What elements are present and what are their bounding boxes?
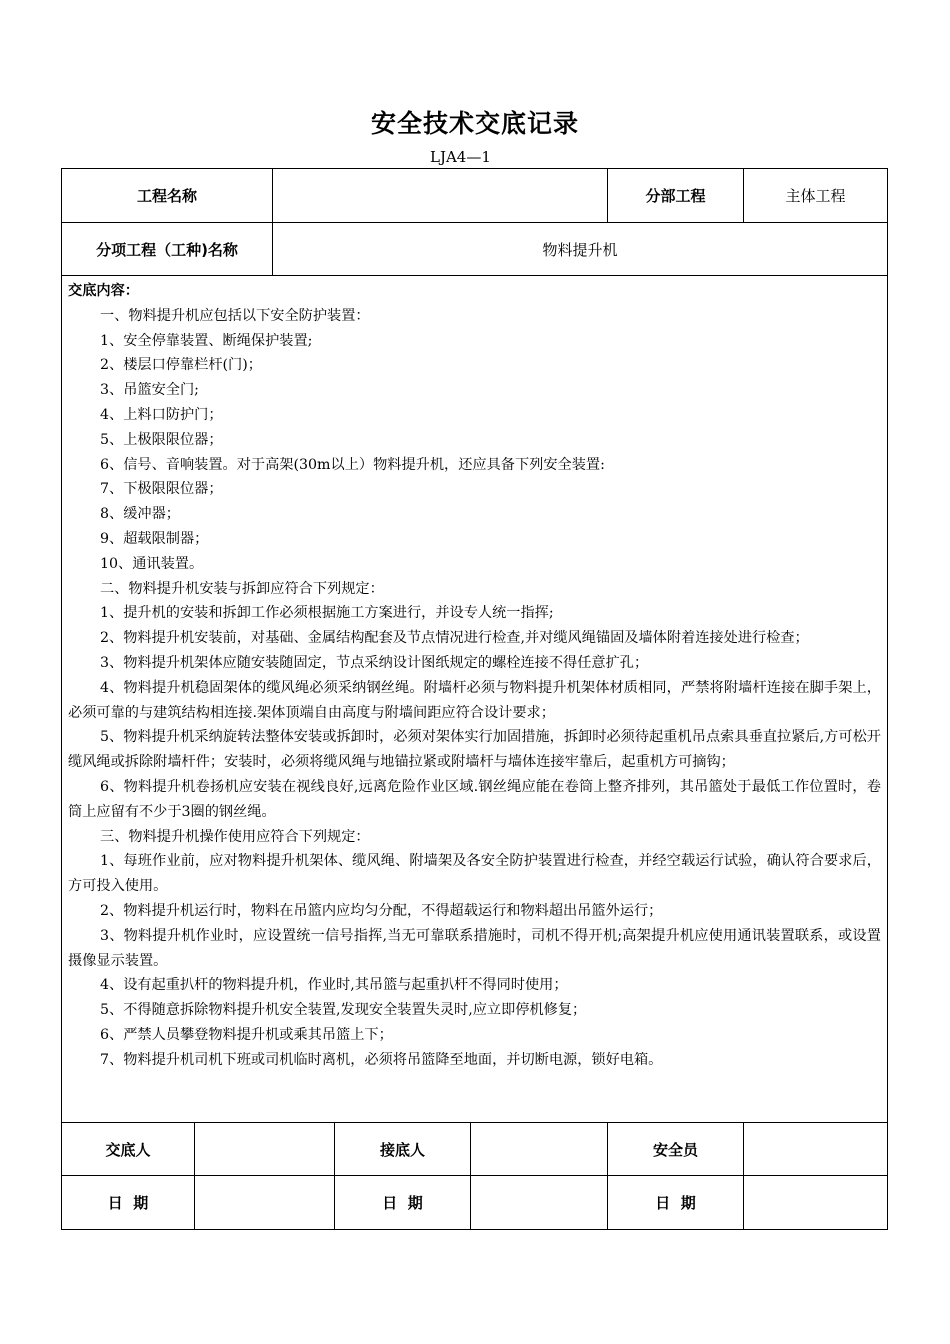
content-paragraph: 二、物料提升机安装与拆卸应符合下列规定： [100, 580, 384, 597]
discloser-signature-field[interactable] [195, 1123, 334, 1175]
receiver-label: 接底人 [379, 1140, 425, 1159]
disclosure-content [68, 279, 881, 1073]
content-paragraph: 6、严禁人员攀登物料提升机或乘其吊篮上下； [100, 1026, 393, 1043]
row-divider [61, 275, 888, 276]
content-paragraph: 3、物料提升机架体应随安装随固定，节点采纳设计图纸规定的螺栓连接不得任意扩孔； [100, 654, 649, 671]
receiver-date-field[interactable] [471, 1176, 607, 1229]
division-value: 主体工程 [785, 187, 846, 205]
discloser-label: 交底人 [105, 1140, 151, 1159]
content-paragraph: 2、物料提升机运行时，物料在吊篮内应均匀分配，不得超载运行和物料超出吊篮外运行； [100, 902, 663, 919]
content-paragraph: 4、设有起重扒杆的物料提升机，作业时,其吊篮与起重扒杆不得同时使用； [100, 977, 568, 994]
content-paragraph: 7、物料提升机司机下班或司机临时离机，必须将吊篮降至地面，并切断电源，锁好电箱。 [100, 1051, 663, 1068]
date-label: 日 期 [382, 1194, 423, 1212]
content-paragraph: 2、物料提升机安装前，对基础、金属结构配套及节点情况进行检查,并对缆风绳锚固及墙体附着连接处进行检查； [100, 630, 809, 647]
division-label: 分部工程 [645, 187, 706, 205]
content-paragraph: 2、楼层口停靠栏杆(门)； [100, 357, 262, 374]
subitem-value: 物料提升机 [542, 240, 618, 259]
content-paragraph: 5、不得随意拆除物料提升机安全装置,发现安全装置失灵时,应立即停机修复； [100, 1002, 587, 1019]
project-name-value[interactable] [273, 169, 607, 222]
content-label: 交底内容： [68, 283, 139, 299]
content-paragraph: 7、下极限限位器； [100, 481, 223, 498]
content-paragraph: 4、上料口防护门； [100, 406, 223, 423]
safety-officer-label: 安全员 [652, 1140, 698, 1159]
content-paragraph: 4、物料提升机稳固架体的缆风绳必须采纳钢丝绳。附墙杆必须与物料提升机架体材质相同，严禁将附墙杆连接在脚手架上，必须可靠的与建筑结构相连接.架体顶端自由高度与附墙间距应符合设计要求； [68, 679, 881, 721]
document-title: 安全技术交底记录 [370, 109, 579, 138]
content-paragraph: 1、每班作业前，应对物料提升机架体、缆风绳、附墙架及各安全防护装置进行检查，并经空载运行试验，确认符合要求后，方可投入使用。 [68, 853, 881, 895]
date-label: 日 期 [107, 1194, 149, 1212]
content-paragraph: 6、信号、音响装置。对于高架(30m以上）物料提升机，还应具备下列安全装置: [100, 456, 605, 473]
content-paragraph: 一、物料提升机应包括以下安全防护装置： [100, 307, 370, 324]
content-paragraph: 三、物料提升机操作使用应符合下列规定： [100, 828, 370, 845]
content-paragraph: 8、缓冲器； [100, 506, 180, 523]
safety-officer-signature-field[interactable] [744, 1123, 887, 1175]
content-paragraph: 6、物料提升机卷扬机应安装在视线良好,远离危险作业区域.钢丝绳应能在卷筒上整齐排列，其吊篮处于最低工作位置时，卷筒上应留有不少于3圈的钢丝绳。 [68, 778, 881, 820]
document-code: LJA4—1 [430, 148, 491, 166]
safety-officer-date-field[interactable] [744, 1176, 887, 1229]
receiver-signature-field[interactable] [471, 1123, 607, 1175]
content-paragraph: 5、上极限限位器； [100, 431, 223, 448]
date-label: 日 期 [655, 1194, 696, 1212]
content-paragraph: 10、通讯装置。 [100, 555, 204, 572]
content-paragraph: 1、提升机的安装和拆卸工作必须根据施工方案进行，并设专人统一指挥; [100, 605, 554, 622]
content-paragraph: 1、安全停靠装置、断绳保护装置; [100, 332, 313, 349]
project-name-label: 工程名称 [136, 187, 197, 205]
subitem-label: 分项工程（工种)名称 [96, 240, 238, 259]
discloser-date-field[interactable] [195, 1176, 334, 1229]
content-paragraph: 3、吊篮安全门; [100, 382, 199, 399]
content-paragraph: 5、物料提升机采纳旋转法整体安装或拆卸时，必须对架体实行加固措施，拆卸时必须待起重机吊点索具垂直拉紧后,方可松开缆风绳或拆除附墙杆件；安装时，必须将缆风绳与地锚拉紧或附墙杆与墙体连接牢靠后，起重机方可摘钩； [68, 729, 881, 771]
content-paragraph: 3、物料提升机作业时，应设置统一信号指挥,当无可靠联系措施时，司机不得开机;高架提升机应使用通讯装置联系，或设置摄像显示装置。 [68, 927, 881, 969]
content-paragraph: 9、超载限制器； [100, 530, 209, 547]
